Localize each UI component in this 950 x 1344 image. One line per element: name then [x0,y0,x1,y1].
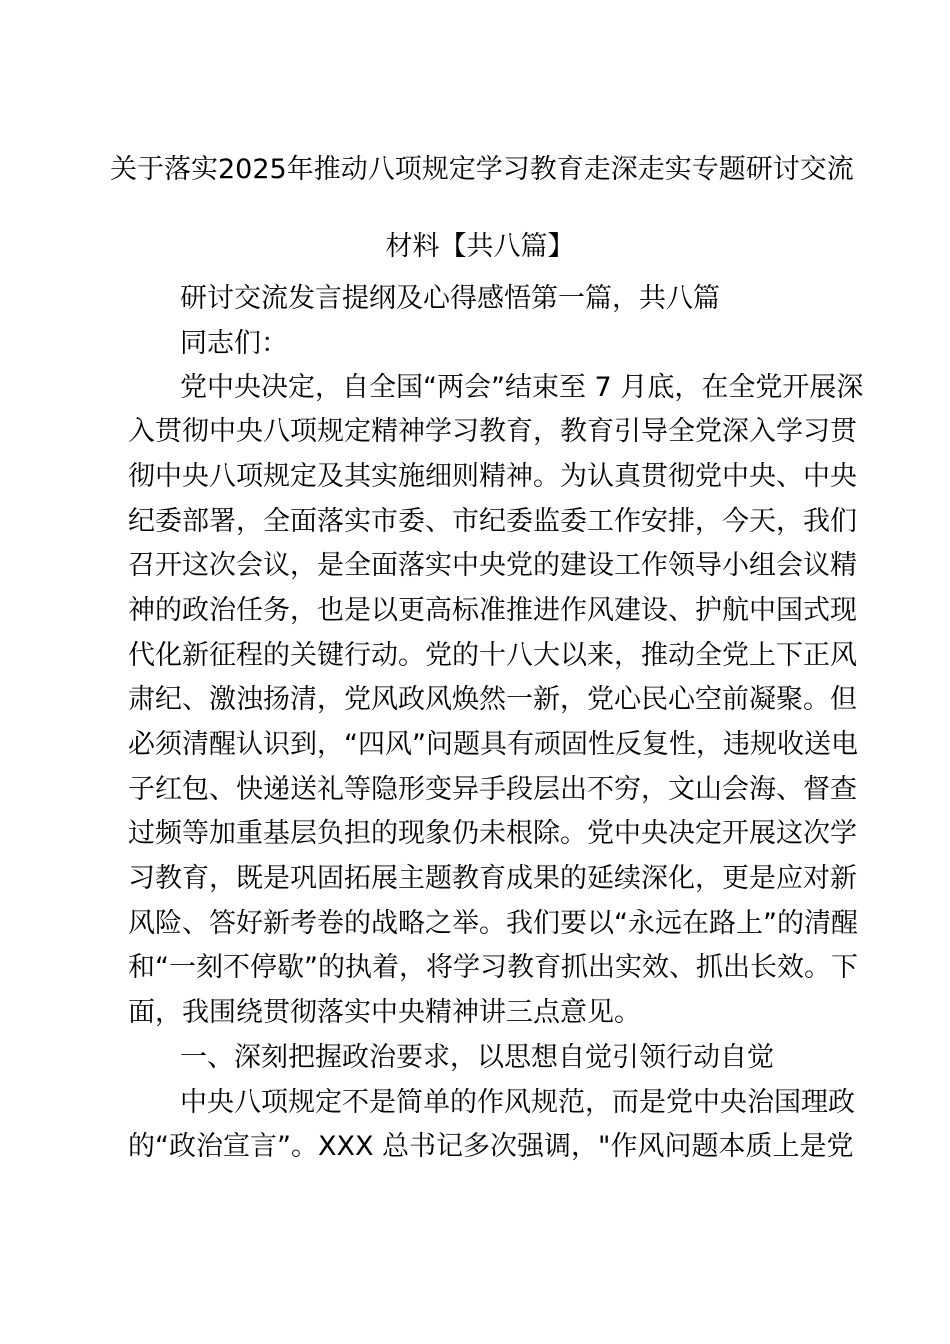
body-line: 面，我围绕贯彻落实中央精神讲三点意见。 [128,997,641,1028]
body-line: 过频等加重基层负担的现象仍未根除。党中央决定开展这次学 [128,818,857,849]
salutation: 同志们： [180,328,288,359]
body-line: 彻中央八项规定及其实施细则精神。为认真贯彻党中央、中央 [128,461,857,492]
section-line: 中央八项规定不是简单的作风规范，而是党中央治国理政 [180,1087,855,1118]
body-line: 党中央决定，自全国“两会”结束至 7 月底，在全党开展深 [180,372,864,403]
document-subtitle: 研讨交流发言提纲及心得感悟第一篇，共八篇 [180,283,720,314]
body-line: 风险、答好新考卷的战略之举。我们要以“永远在路上”的清醒 [128,908,858,939]
body-line: 纪委部署，全面落实市委、市纪委监委工作安排，今天，我们 [128,506,857,537]
body-line: 代化新征程的关键行动。党的十八大以来，推动全党上下正风 [128,640,857,671]
body-line: 必须清醒认识到，“四风”问题具有顽固性反复性，违规收送电 [128,729,858,760]
document-title-line-1: 关于落实2025年推动八项规定学习教育走深走实专题研讨交流 [110,154,854,185]
body-line: 召开这次会议，是全面落实中央党的建设工作领导小组会议精 [128,550,857,581]
section-line: 的“政治宣言”。XXX 总书记多次强调，"作风问题本质上是党 [128,1131,854,1162]
body-line: 肃纪、激浊扬清，党风政风焕然一新，党心民心空前凝聚。但 [128,684,857,715]
body-line: 习教育，既是巩固拓展主题教育成果的延续深化，更是应对新 [128,863,857,894]
document-title-line-2: 材料【共八篇】 [385,231,575,262]
body-line: 和“一刻不停歇”的执着，将学习教育抓出实效、抓出长效。下 [128,952,858,983]
body-line: 入贯彻中央八项规定精神学习教育，教育引导全党深入学习贯 [128,416,857,447]
body-line: 神的政治任务，也是以更高标准推进作风建设、护航中国式现 [128,595,857,626]
section-heading: 一、深刻把握政治要求，以思想自觉引领行动自觉 [180,1042,774,1073]
body-line: 子红包、快递送礼等隐形变异手段层出不穷，文山会海、督查 [128,774,857,805]
